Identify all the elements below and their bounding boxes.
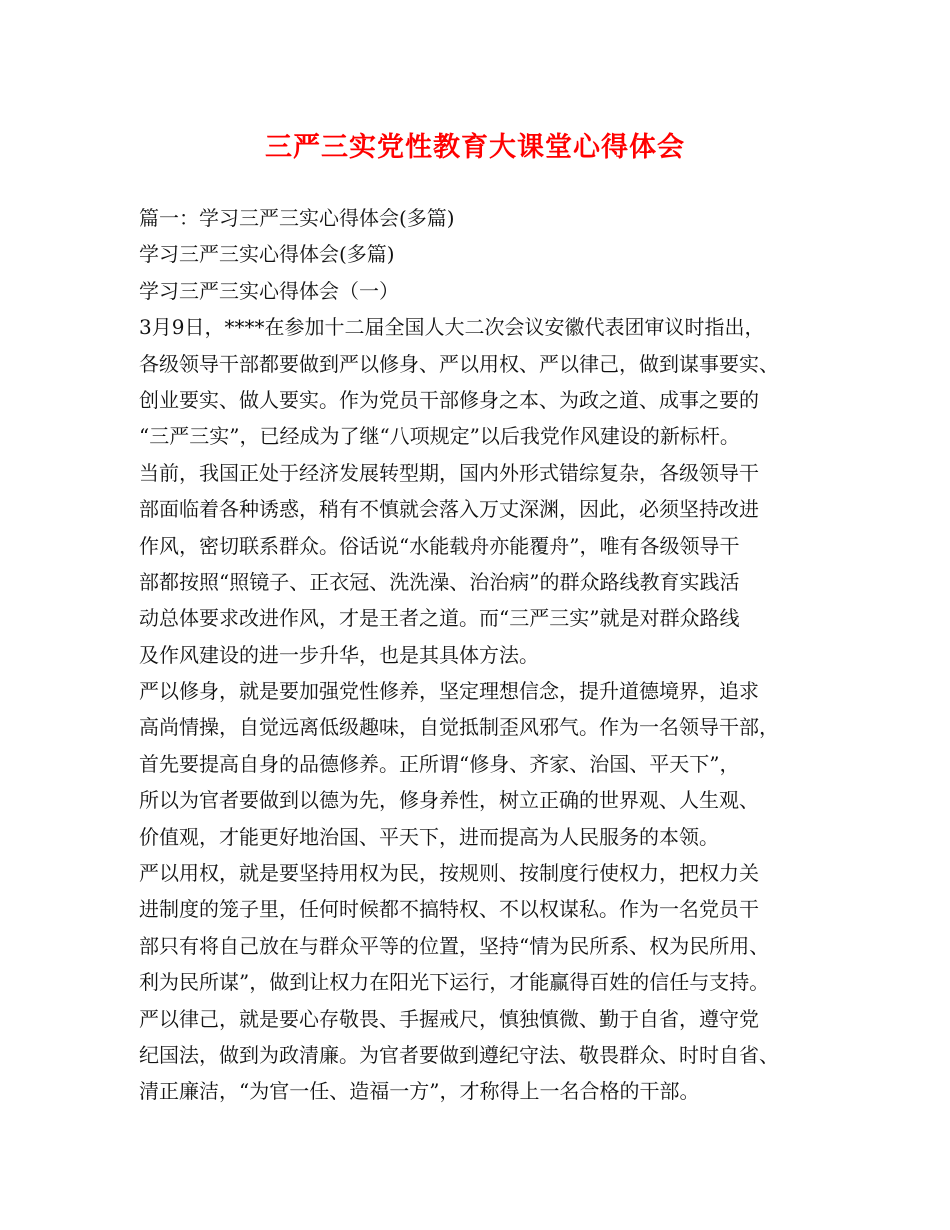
document-body xyxy=(139,200,829,1110)
text-line: 首先要提高自身的品德修养。正所谓“修身、齐家、治国、平天下”， xyxy=(139,751,740,776)
text-line: 部面临着各种诱惑，稍有不慎就会落入万丈深渊，因此，必须坚持改进 xyxy=(139,497,759,522)
text-line: 高尚情操，自觉远离低级趣味，自觉抵制歪风邪气。作为一名领导干部， xyxy=(139,715,779,740)
text-line: 进制度的笼子里，任何时候都不搞特权、不以权谋私。作为一名党员干 xyxy=(139,897,759,922)
text-line: 利为民所谋”，做到让权力在阳光下运行，才能赢得百姓的信任与支持。 xyxy=(139,970,770,995)
text-line: 严以律己，就是要心存敬畏、手握戒尺，慎独慎微、勤于自省，遵守党 xyxy=(139,1006,759,1031)
text-line: 部只有将自己放在与群众平等的位置，坚持“情为民所系、权为民所用、 xyxy=(139,933,770,958)
text-line: “三严三实”，已经成为了继“八项规定”以后我党作风建设的新标杆。 xyxy=(139,424,740,449)
text-line: 创业要实、做人要实。作为党员干部修身之本、为政之道、成事之要的 xyxy=(139,387,759,412)
text-line: 所以为官者要做到以德为先，修身养性，树立正确的世界观、人生观、 xyxy=(139,788,759,813)
text-line: 严以用权，就是要坚持用权为民，按规则、按制度行使权力，把权力关 xyxy=(139,861,759,886)
text-line: 3月9日，****在参加十二届全国人大二次会议安徽代表团审议时指出， xyxy=(139,315,765,340)
text-line: 动总体要求改进作风，才是王者之道。而“三严三实”就是对群众路线 xyxy=(139,606,740,631)
text-line: 当前，我国正处于经济发展转型期，国内外形式错综复杂，各级领导干 xyxy=(139,460,759,485)
text-line: 及作风建设的进一步升华，也是其具体方法。 xyxy=(139,642,539,667)
text-line: 清正廉洁，“为官一任、造福一方”，才称得上一名合格的干部。 xyxy=(139,1079,700,1104)
document-title: 三严三实党性教育大课堂心得体会 xyxy=(265,132,685,163)
text-line: 部都按照“照镜子、正衣冠、洗洗澡、治治病”的群众路线教育实践活 xyxy=(139,569,740,594)
text-line: 纪国法，做到为政清廉。为官者要做到遵纪守法、敬畏群众、时时自省、 xyxy=(139,1042,779,1067)
text-line: 严以修身，就是要加强党性修养，坚定理想信念，提升道德境界，追求 xyxy=(139,679,759,704)
text-line: 学习三严三实心得体会（一） xyxy=(139,278,399,303)
text-line: 作风，密切联系群众。俗话说“水能载舟亦能覆舟”，唯有各级领导干 xyxy=(139,533,740,558)
text-line: 价值观，才能更好地治国、平天下，进而提高为人民服务的本领。 xyxy=(139,824,719,849)
text-line: 学习三严三实心得体会(多篇) xyxy=(139,242,395,267)
text-line: 各级领导干部都要做到严以修身、严以用权、严以律己，做到谋事要实、 xyxy=(139,351,779,376)
text-line: 篇一：学习三严三实心得体会(多篇) xyxy=(139,206,455,230)
